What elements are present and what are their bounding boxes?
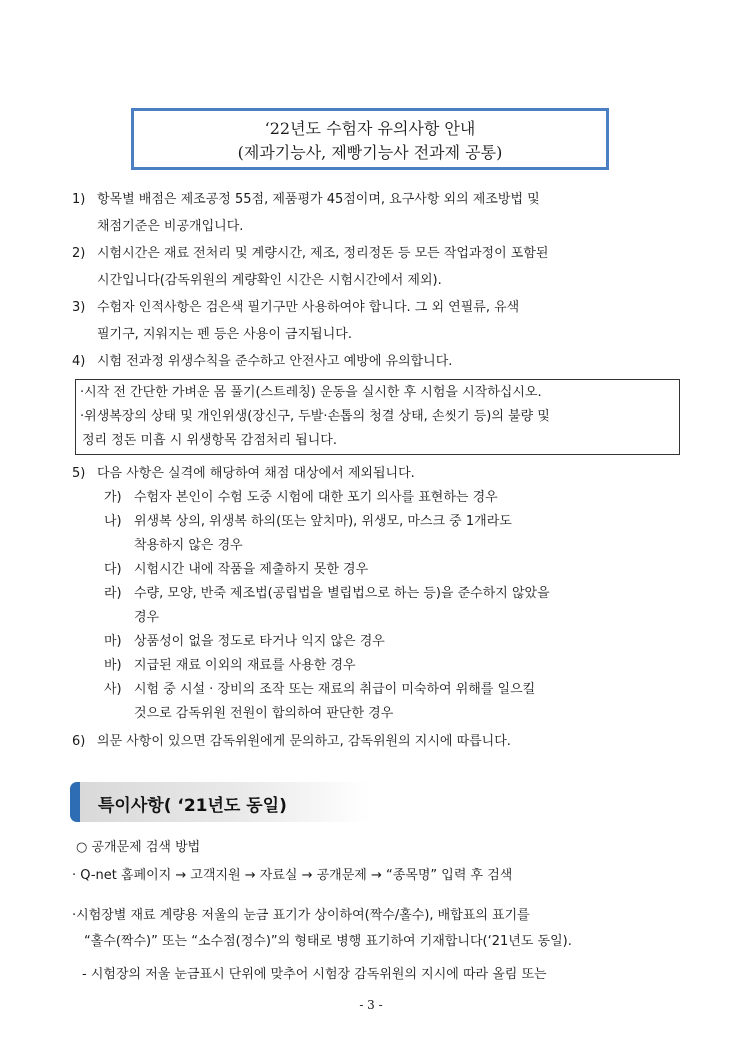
- scale-note-line: “홀수(짝수)” 또는 “소수점(정수)”의 형태로 병행 표기하여 기재합니다(‘21년도 동일).: [84, 934, 572, 949]
- rule-text: 시험 전과정 위생수칙을 준수하고 안전사고 예방에 유의합니다.: [97, 354, 453, 369]
- special-notes-heading: [70, 782, 370, 822]
- sub-text: 착용하지 않은 경우: [134, 538, 243, 553]
- title-box: [131, 108, 609, 170]
- notice-line: 정리 정돈 미흡 시 위생항목 감점처리 됩니다.: [82, 433, 337, 448]
- sub-number: 사): [104, 682, 122, 697]
- rule-text: 의문 사항이 있으면 감독위원에게 문의하고, 감독위원의 지시에 따릅니다.: [97, 734, 511, 749]
- search-path: · Q-net 홈페이지 → 고객지원 → 자료실 → 공개문제 → “종목명” 입력 후 검색: [72, 868, 513, 883]
- rule-item-4: [72, 348, 548, 375]
- disqualify-item: [72, 630, 550, 654]
- notice-line: ·위생복장의 상태 및 개인위생(장신구, 두발·손톱의 청결 상태, 손씻기 등)의 불량 및: [80, 409, 550, 424]
- sub-number: 가): [104, 490, 122, 505]
- sub-text: 경우: [134, 610, 160, 625]
- sub-number: 마): [104, 634, 122, 649]
- rule-text: 채점기준은 비공개입니다.: [97, 219, 244, 234]
- special-heading-label: 특이사항( ‘21년도 동일): [98, 796, 287, 816]
- sub-number: 바): [104, 658, 122, 673]
- rule-text: 다음 사항은 실격에 해당하여 채점 대상에서 제외됩니다.: [97, 466, 415, 481]
- disqualify-item: [72, 558, 550, 582]
- sub-text: 지급된 재료 이외의 재료를 사용한 경우: [134, 658, 356, 673]
- sub-text: 위생복 상의, 위생복 하의(또는 앞치마), 위생모, 마스크 중 1개라도: [134, 514, 512, 529]
- rule-number: 1): [72, 192, 86, 207]
- rule-number: 4): [72, 354, 86, 369]
- rule-item-1: [72, 186, 548, 240]
- rule-number: 5): [72, 466, 86, 481]
- disqualify-item: [72, 582, 550, 630]
- rule-item-5: [72, 462, 550, 486]
- page-number: - 3 -: [359, 998, 383, 1012]
- rounding-note: - 시험장의 저울 눈금표시 단위에 맞추어 시험장 감독위원의 지시에 따라 올림 또는: [82, 967, 547, 982]
- rule-text: 수험자 인적사항은 검은색 필기구만 사용하여야 합니다. 그 외 연필류, 유색: [97, 300, 520, 315]
- sub-text: 수험자 본인이 수험 도중 시험에 대한 포기 의사를 표현하는 경우: [134, 490, 498, 505]
- disqualify-item: [72, 486, 550, 510]
- rule-text: 시간입니다(감독위원의 계량확인 시간은 시험시간에서 제외).: [97, 273, 442, 288]
- rule-item-2: [72, 240, 548, 294]
- disqualify-item: [72, 678, 550, 726]
- disqualify-section: [72, 462, 550, 754]
- rules-list: [72, 186, 548, 375]
- notice-line: ·시작 전 간단한 가벼운 몸 풀기(스트레칭) 운동을 실시한 후 시험을 시작하십시오.: [80, 385, 542, 400]
- sub-text: 것으로 감독위원 전원이 합의하여 판단한 경우: [134, 706, 394, 721]
- rule-number: 2): [72, 246, 86, 261]
- rule-text: 시험시간은 재료 전처리 및 계량시간, 제조, 정리정돈 등 모든 작업과정이 포함된: [97, 246, 549, 261]
- sub-number: 나): [104, 514, 122, 529]
- rule-text: 항목별 배점은 제조공정 55점, 제품평가 45점이며, 요구사항 외의 제조방법 및: [97, 192, 540, 207]
- rule-text: 필기구, 지워지는 펜 등은 사용이 금지됩니다.: [97, 327, 352, 342]
- rule-number: 3): [72, 300, 86, 315]
- hygiene-notice-box: [75, 379, 680, 455]
- rule-item-6: [72, 730, 550, 754]
- disqualify-item: [72, 510, 550, 558]
- sub-number: 라): [104, 586, 122, 601]
- sub-text: 시험 중 시설 · 장비의 조작 또는 재료의 취급이 미숙하여 위해를 일으킬: [134, 682, 536, 697]
- search-method-title: ○ 공개문제 검색 방법: [76, 840, 201, 855]
- scale-note-line: ·시험장별 재료 계량용 저울의 눈금 표기가 상이하여(짝수/홀수), 배합표의 표기를: [72, 908, 530, 923]
- title-line-2: (제과기능사, 제빵기능사 전과제 공통): [237, 143, 503, 162]
- sub-number: 다): [104, 562, 122, 577]
- rule-number: 6): [72, 734, 86, 749]
- sub-text: 수량, 모양, 반죽 제조법(공립법을 별립법으로 하는 등)을 준수하지 않았을: [134, 586, 550, 601]
- sub-text: 상품성이 없을 정도로 타거나 익지 않은 경우: [134, 634, 385, 649]
- sub-text: 시험시간 내에 작품을 제출하지 못한 경우: [134, 562, 369, 577]
- title-line-1: ‘22년도 수험자 유의사항 안내: [264, 119, 476, 138]
- rule-item-3: [72, 294, 548, 348]
- scale-note: [72, 903, 572, 955]
- disqualify-item: [72, 654, 550, 678]
